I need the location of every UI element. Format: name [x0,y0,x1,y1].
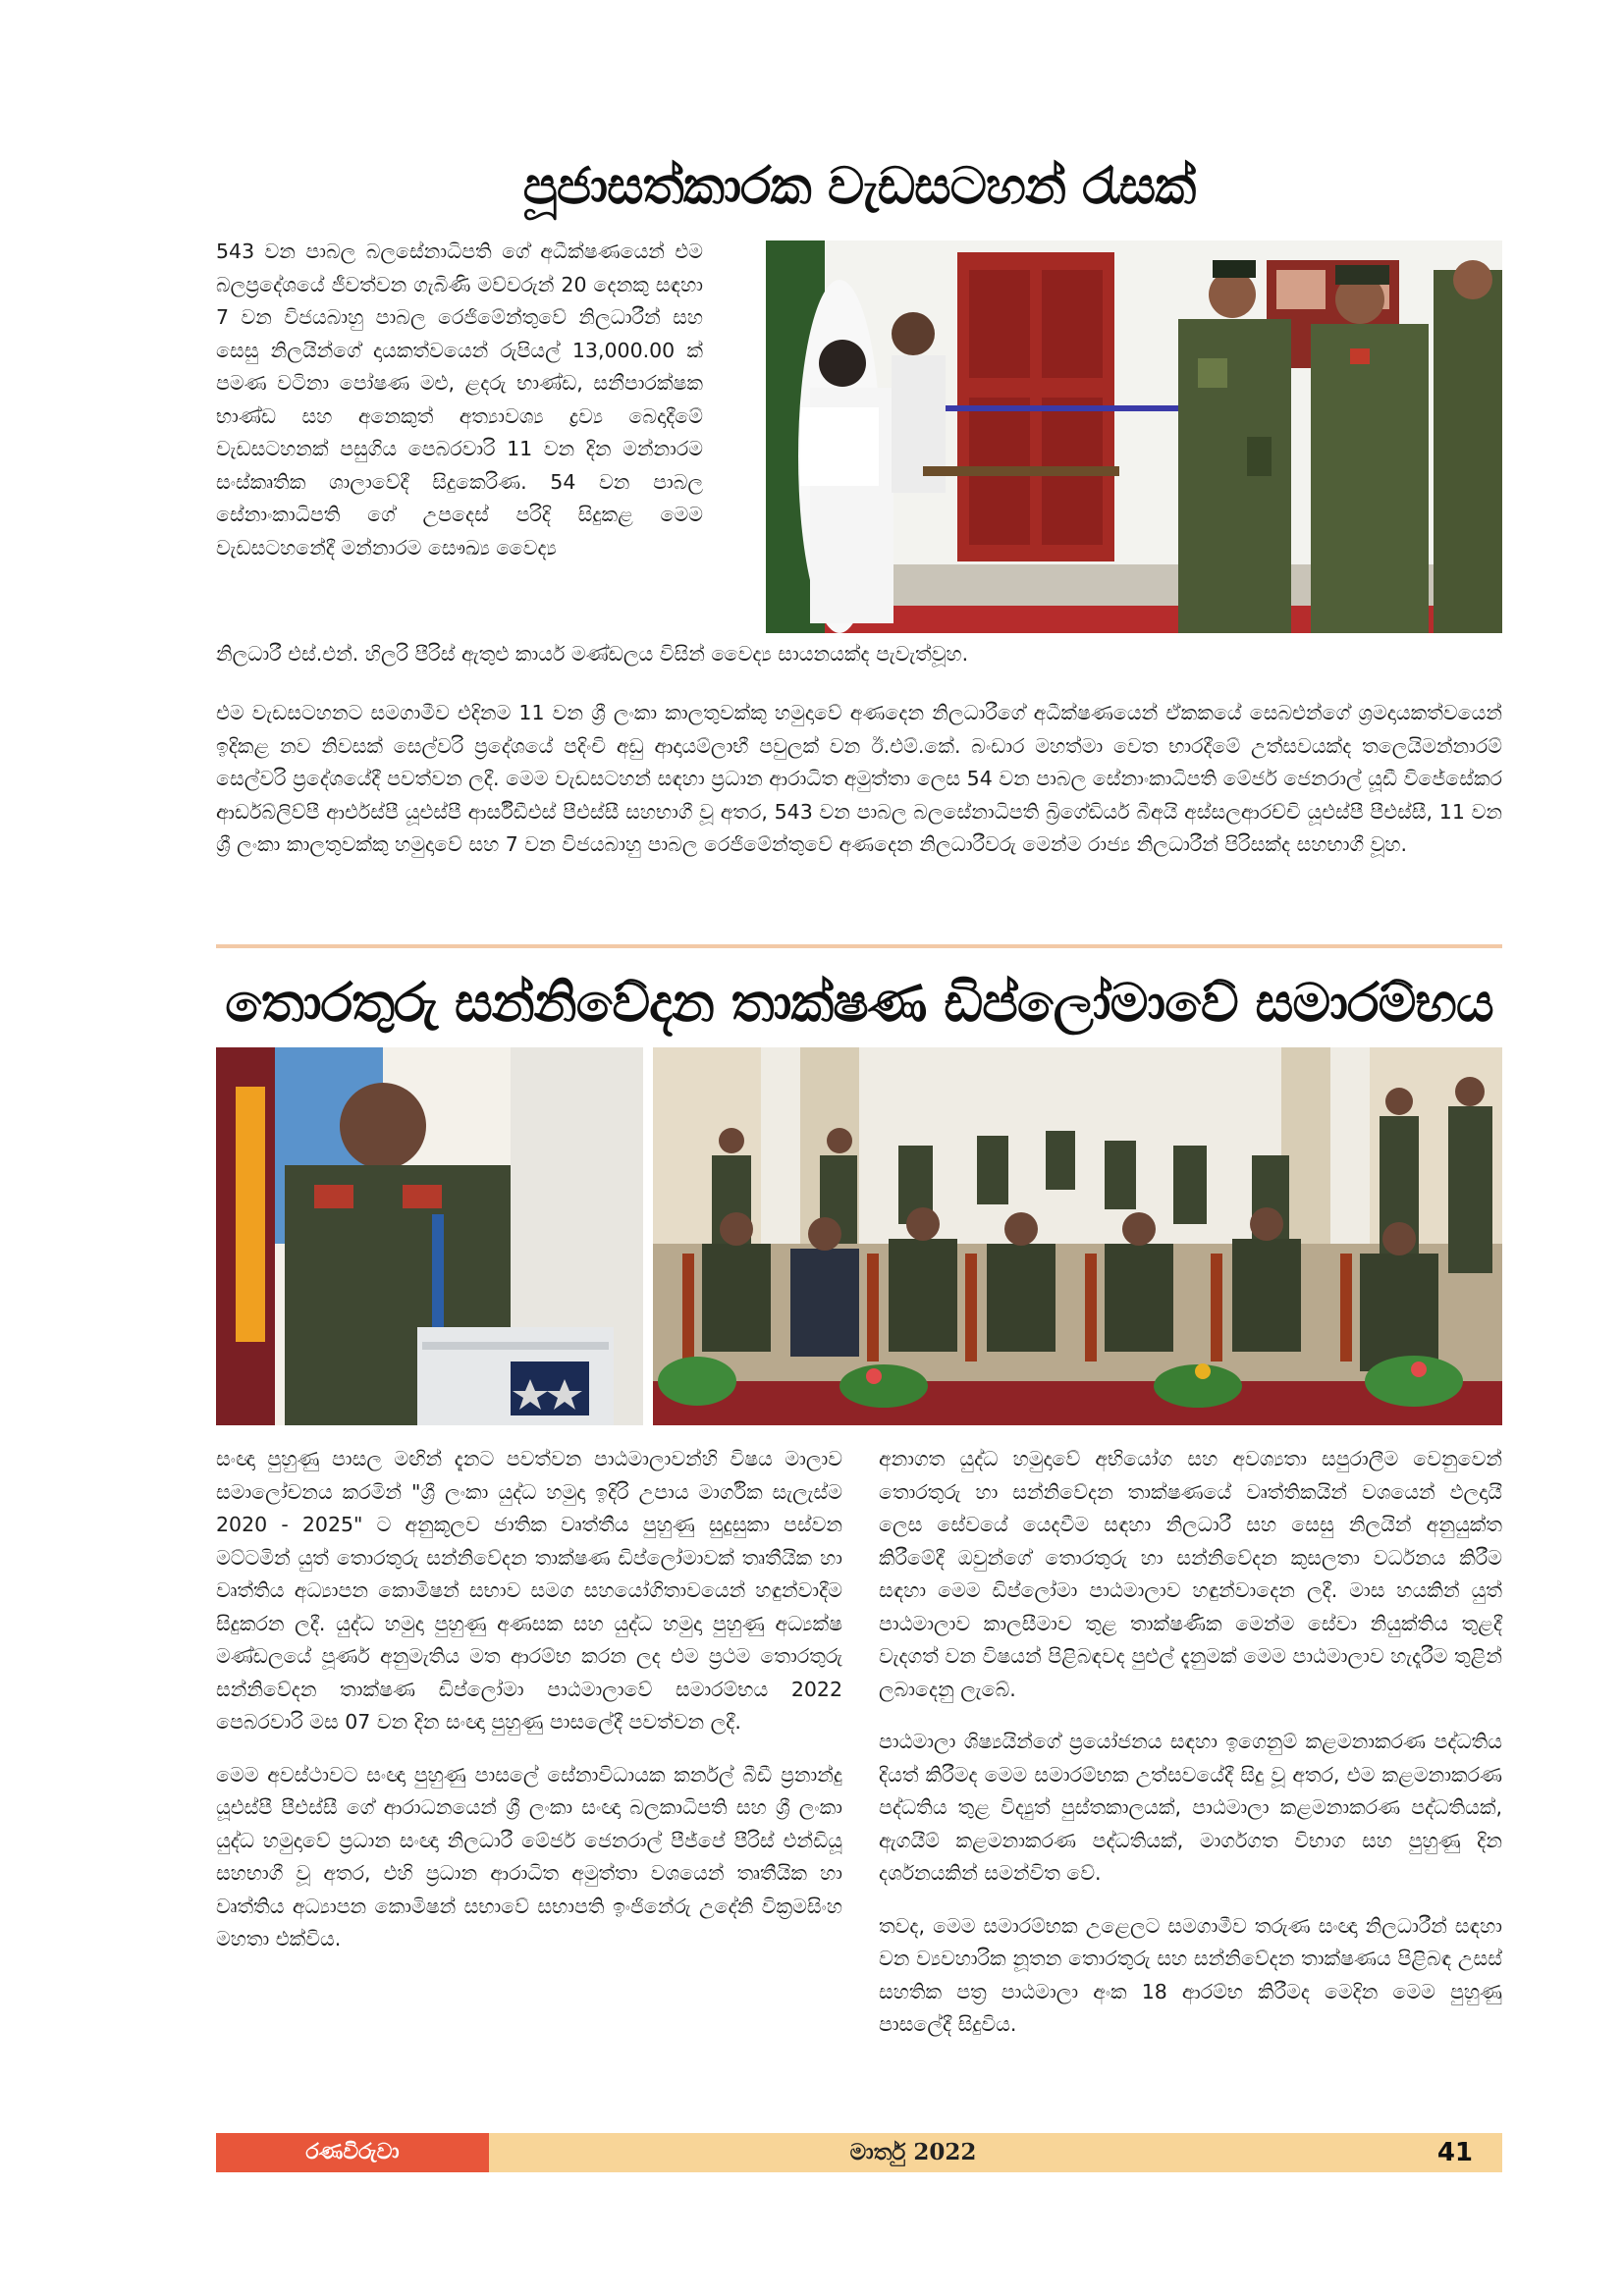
article1-photo [766,240,1502,633]
speaker-photo-illustration [216,1047,643,1425]
article1-intro-tail-text: නිලධාරී එස්.එන්. හිලරි පීරිස් ඇතුළු කාර්ය මණ්ඩලය විසින් වෛද්‍ය සායනයක්ද පැවැත්වූහ. [216,642,969,666]
article2-right-para-3: තවද, මෙම සමාරම්භක උළෙලට සමගාමීව තරුණ සංඥා නිලධාරීන් සඳහා වන ව්‍යවහාරික නූතන තොරතුරු සහ සන්නිවේදන තාක්ෂණය පිළිබඳ උසස් සහතික පත්‍ර පාඨමාලා අංක 18 ආරම්භ කිරීමද මෙදින මෙම පුහුණු පාසලේදී සිදුවිය. [879,1913,1502,2036]
article2-right-column [879,1443,1502,2042]
article2-right-para-1: අනාගත යුද්ධ හමුදාවේ අභියෝග සහ අවශ්‍යතා සපුරාලීම වෙනුවෙන් තොරතුරු හා සන්නිවේදන තාක්ෂණයේ වෘත්තිකයින් වශයෙන් ඵලදායී ලෙස සේවයේ යෙදවීම සඳහා නිලධාරී සහ සෙසු නිලයින් අනුයුක්ත කිරීමේදී ඔවුන්ගේ තොරතුරු හා සන්නිවේදන කුසලතා වර්ධනය කිරීම සඳහා මෙම ඩිප්ලෝමා පාඨමාලාව හඳුන්වාදෙන ලදී. මාස හයකින් යුත් පාඨමාලාව කාලසීමාව තුළ තාක්ෂණික මෙන්ම සේවා නියුක්තිය තුළදී වැදගත් වන විෂයන් පිළිබඳවද පුළුල් දැනුමක් මෙම පාඨමාලාව හැදෑරීම තුළින් ලබාදෙනු ලැබේ. [879,1447,1502,1701]
article1-para2-text: එම වැඩසටහනට සමගාමීව එදිනම 11 වන ශ්‍රී ලංකා කාලතුවක්කු හමුදාවේ අණදෙන නිලධාරීගේ අධීක්ෂණයෙන් ඒකකයේ සෙබළුන්ගේ ශ්‍රමදායකත්වයෙන් ඉදිකළ නව නිවසක් සෙල්වරි ප්‍රදේශයේ පදිංචි අඩු ආදායම්ලාභී පවුලක් වන ඊ.එම්.කේ. බංඩාර මහත්මා වෙත භාරදීමේ උත්සවයක්ද තලෙයිමන්නාරම් සෙල්වරි ප්‍රදේශයේදී පවත්වන ලදී. මෙම වැඩසටහන් සඳහා ප්‍රධාන ආරාධිත අමුත්තා ලෙස 54 වන පාබල සේනාංකාධිපති මේජර් ජෙනරාල් යූඩී විජේසේකර ආර්ඩබ්ලිව්පී ආර්එස්පී යූඑස්පී ආර්සීඩීඑස් පීඑස්සී සහභාගී වූ අතර, 543 වන පාබල බලසේනාධිපති බ්‍රිගේඩියර් බීඅයි අස්සලආරච්චි යූඑස්පී පීඑස්සී, 11 වන ශ්‍රී ලංකා කාලතුවක්කු හමුදාවේ සහ 7 වන විජයබාහු පාබල රෙජිමේන්තුවේ අණදෙන නිලධාරීවරු මෙන්ම රාජ්‍ය නිලධාරීන් පිරිසක්ද සහභාගී වූහ. [216,701,1502,856]
footer-date: මාර්තු 2022 [849,2139,977,2165]
article2-left-para-2: මෙම අවස්ථාවට සංඥා පුහුණු පාසලේ සේනාවිධායක කර්නල් බීඩී ප්‍රනාන්දු යූඑස්පී පීඑස්සී ගේ ආරාධනයෙන් ශ්‍රී ලංකා සංඥා බලකාධිපති සහ ශ්‍රී ලංකා යුද්ධ හමුදාවේ ප්‍රධාන සංඥා නිලධාරී මේජර් ජෙනරාල් පීජ්පේ පීරිස් එන්ඩියූ සහභාගී වූ අතර, එහි ප්‍රධාන ආරාධිත අමුත්තා වශයෙන් තෘතීයික හා වෘත්තිය අධ්‍යාපන කොමිෂන් සභාවේ සභාපති ඉංජිනේරු උදේනි වික්‍රමසිංහ මහතා එක්විය. [216,1762,842,1950]
article2-left-para-1: සංඥා පුහුණු පාසල මඟින් දැනට පවත්වන පාඨමාලාවන්හි විෂය මාලාව සමාලෝචනය කරමින් "ශ්‍රී ලංකා යුද්ධ හමුදා ඉදිරි උපාය මාර්ගික සැලැස්ම 2020 - 2025" ට අනුකූලව ජාතික වෘත්තීය පුහුණු සුදුසුකා පස්වන මට්ටමින් යුත් තොරතුරු සන්නිවේදන තාක්ෂණ ඩිප්ලෝමාවක් තෘතීයික හා වෘත්තිය අධ්‍යාපන කොමිෂන් සභාව සමග සහයෝගිතාවයෙන් හඳුන්වාදීම සිදුකරන ලදී. යුද්ධ හමුදා පුහුණු අණසක සහ යුද්ධ හමුදා පුහුණු අධ්‍යක්ෂ මණ්ඩලයේ පූර්ණ අනුමැතිය මත ආරම්භ කරන ලද එම ප්‍රථම තොරතුරු සන්නිවේදන තාක්ෂණ ඩිප්ලෝමා පාඨමාලාවේ සමාරම්භය 2022 පෙබරවාරි මස 07 වන දින සංඥා පුහුණු පාසලේදී පවත්වන ලදී. [216,1447,842,1734]
article1-intro [216,236,703,564]
page-number: 41 [1436,2138,1473,2167]
article-divider [216,944,1502,948]
audience-photo-illustration [653,1047,1502,1425]
article1-headline: පූජාසත්කාරක වැඩසටහන් රැසක් [522,157,1196,216]
article2-photo-audience [653,1047,1502,1425]
article2-headline: තොරතුරු සන්නිවේදන තාක්ෂණ ඩිප්ලෝමාවේ සමාරම්භය [225,972,1493,1034]
article2-right-para-2: පාඨමාලා ශිෂ්‍යයින්ගේ ප්‍රයෝජනය සඳහා ඉගෙනුම් කළමනාකරණ පද්ධතිය දියත් කිරීමද මෙම සමාරම්භක උත්සවයේදී සිදු වූ අතර, එම කළමනාකරණ පද්ධතිය තුළ විද්‍යුත් පුස්තකාලයක්, පාඨමාලා කළමනාකරණ පද්ධතියක්, ඇගයීම් කළමනාකරණ පද්ධතියක්, මාර්ගගත විභාග සහ පුහුණු දින දර්ශනයකින් සමන්විත වේ. [879,1730,1502,1885]
article1-intro-text: 543 වන පාබල බලසේනාධිපති ගේ අධීක්ෂණයෙන් එම බලප්‍රදේශයේ ජීවත්වන ගැබිණි මව්වරුන් 20 දෙනකු සඳහා 7 වන විජයබාහු පාබල රෙජිමේන්තුවේ නිලධාරීන් සහ සෙසු නිලයින්ගේ දායකත්වයෙන් රුපියල් 13,000.00 ක් පමණ වටිනා පෝෂණ මළු, ළදරු භාණ්ඩ, සනීපාරක්ෂක භාණ්ඩ සහ අනෙකුත් අත්‍යාවශ්‍ය ද්‍රව්‍ය බෙදාදීමේ වැඩසටහනක් පසුගිය පෙබරවාරි 11 වන දින මන්නාරම සංස්කෘතික ශාලාවේදී සිදුකෙරිණ. 54 වන පාබල සේනාංකාධිපති ගේ උපදෙස් පරිදි සිදුකළ මෙම වැඩසටහනේදී මන්නාරම සෞඛ්‍ය වෛද්‍ය [216,240,703,560]
handover-photo-illustration [766,240,1502,633]
article2-left-column [216,1443,842,1956]
page-footer [216,2133,1502,2172]
article1-para2 [216,697,1502,862]
article1-intro-tail [216,638,1502,671]
article2-photo-speaker [216,1047,643,1425]
footer-magazine-name: රණවිරුවා [216,2133,489,2172]
